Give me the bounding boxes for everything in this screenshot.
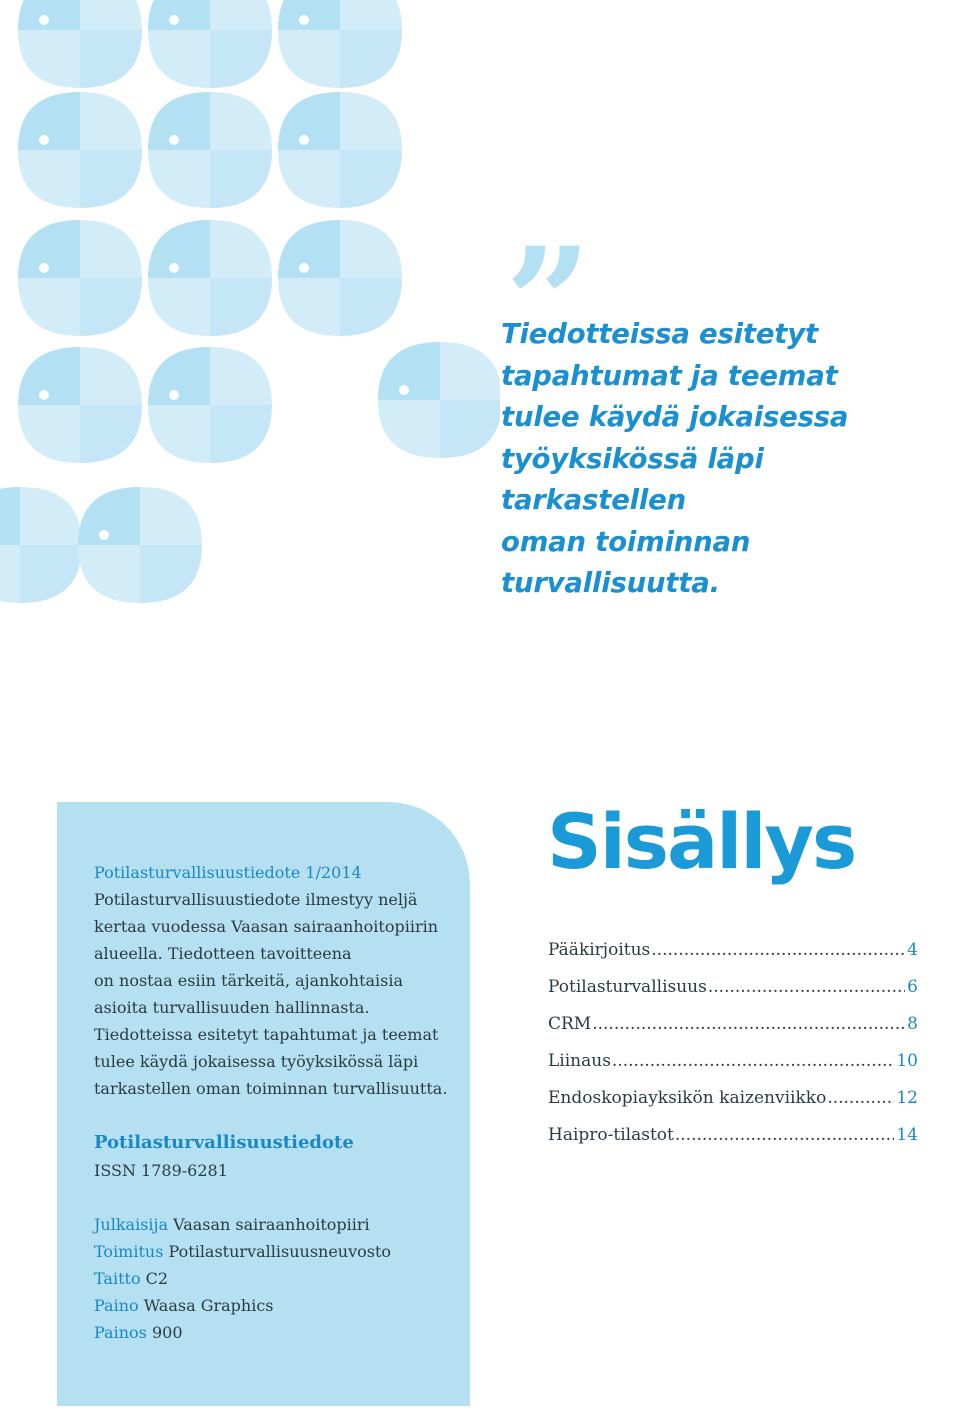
info-body-line: on nostaa esiin tärkeitä, ajankohtaisia: [94, 971, 404, 990]
pull-quote-line: tapahtumat ja teemat: [501, 359, 838, 392]
toc-item-page: 4: [907, 940, 918, 960]
leaf-pattern-row-5: [0, 487, 202, 603]
pull-quote-line: oman toiminnan turvallisuutta.: [501, 525, 751, 599]
toc-item-label: Haipro-tilastot: [548, 1125, 674, 1145]
info-heading: Potilasturvallisuustiedote 1/2014: [94, 863, 362, 882]
credit-value: 900: [151, 1323, 183, 1342]
publication-title: Potilasturvallisuustiedote: [94, 1132, 354, 1153]
toc-title: Sisällys: [547, 797, 856, 886]
toc-leader: [827, 1088, 894, 1108]
leaf-pattern-row-2: [18, 92, 402, 208]
leaf-pattern-row-1: [18, 0, 402, 88]
credit-value: Potilasturvallisuusneuvosto: [168, 1242, 392, 1261]
toc-item[interactable]: [548, 1051, 918, 1088]
credit-row: [94, 1296, 274, 1315]
toc-item[interactable]: [548, 940, 918, 977]
credit-row: [94, 1242, 391, 1261]
credit-key: Taitto: [94, 1269, 141, 1288]
pull-quote-line: Tiedotteissa esitetyt: [501, 318, 818, 350]
info-body-line: tarkastellen oman toiminnan turvallisuutta.: [94, 1079, 448, 1098]
info-body-line: alueella. Tiedotteen tavoitteena: [94, 944, 352, 963]
credit-value: Waasa Graphics: [143, 1296, 274, 1315]
toc-leader: [612, 1051, 894, 1071]
issn: ISSN 1789-6281: [94, 1161, 228, 1180]
credit-value: C2: [145, 1269, 169, 1288]
toc-item-label: Liinaus: [548, 1051, 611, 1071]
info-body-line: kertaa vuodessa Vaasan sairaanhoitopiirin: [94, 917, 439, 936]
credit-value: Vaasan sairaanhoitopiiri: [173, 1215, 370, 1234]
quote-mark-icon: ”: [505, 215, 582, 391]
credit-row: [94, 1323, 183, 1342]
toc-leader: [592, 1014, 905, 1034]
credit-key: Toimitus: [94, 1242, 164, 1261]
credit-key: Paino: [94, 1296, 139, 1315]
pull-quote: [501, 314, 946, 605]
info-body-line: asioita turvallisuuden hallinnasta.: [94, 998, 370, 1017]
toc-item[interactable]: [548, 1125, 918, 1162]
toc-leader: [675, 1125, 895, 1145]
credit-row: [94, 1215, 370, 1234]
info-box: [57, 802, 470, 1406]
info-body-line: tulee käydä jokaisessa työyksikössä läpi: [94, 1052, 419, 1071]
toc-leader: [651, 940, 905, 960]
decorative-leaf-pattern: [0, 0, 500, 640]
toc-item-page: 8: [907, 1014, 918, 1034]
toc-item[interactable]: [548, 977, 918, 1014]
table-of-contents: [548, 940, 918, 1162]
credit-key: Julkaisija: [94, 1215, 169, 1234]
pull-quote-line: työyksikössä läpi tarkastellen: [501, 442, 764, 516]
pull-quote-line: tulee käydä jokaisessa: [501, 401, 849, 433]
credit-key: Painos: [94, 1323, 147, 1342]
toc-item[interactable]: [548, 1014, 918, 1051]
toc-item-label: Potilasturvallisuus: [548, 977, 707, 997]
toc-item-label: CRM: [548, 1014, 592, 1034]
toc-item[interactable]: [548, 1088, 918, 1125]
toc-item-page: 14: [896, 1125, 918, 1145]
toc-item-page: 10: [896, 1051, 918, 1071]
toc-item-page: 6: [907, 977, 918, 997]
toc-item-label: Endoskopiayksikön kaizenviikko: [548, 1088, 827, 1108]
credit-row: [94, 1269, 168, 1288]
info-body-line: Potilasturvallisuustiedote ilmestyy neljä: [94, 890, 418, 909]
toc-item-page: 12: [896, 1088, 918, 1108]
leaf-pattern-row-4: [18, 347, 272, 463]
toc-leader: [708, 977, 905, 997]
toc-item-label: Pääkirjoitus: [548, 940, 651, 960]
info-body-line: Tiedotteissa esitetyt tapahtumat ja teemat: [94, 1025, 439, 1044]
